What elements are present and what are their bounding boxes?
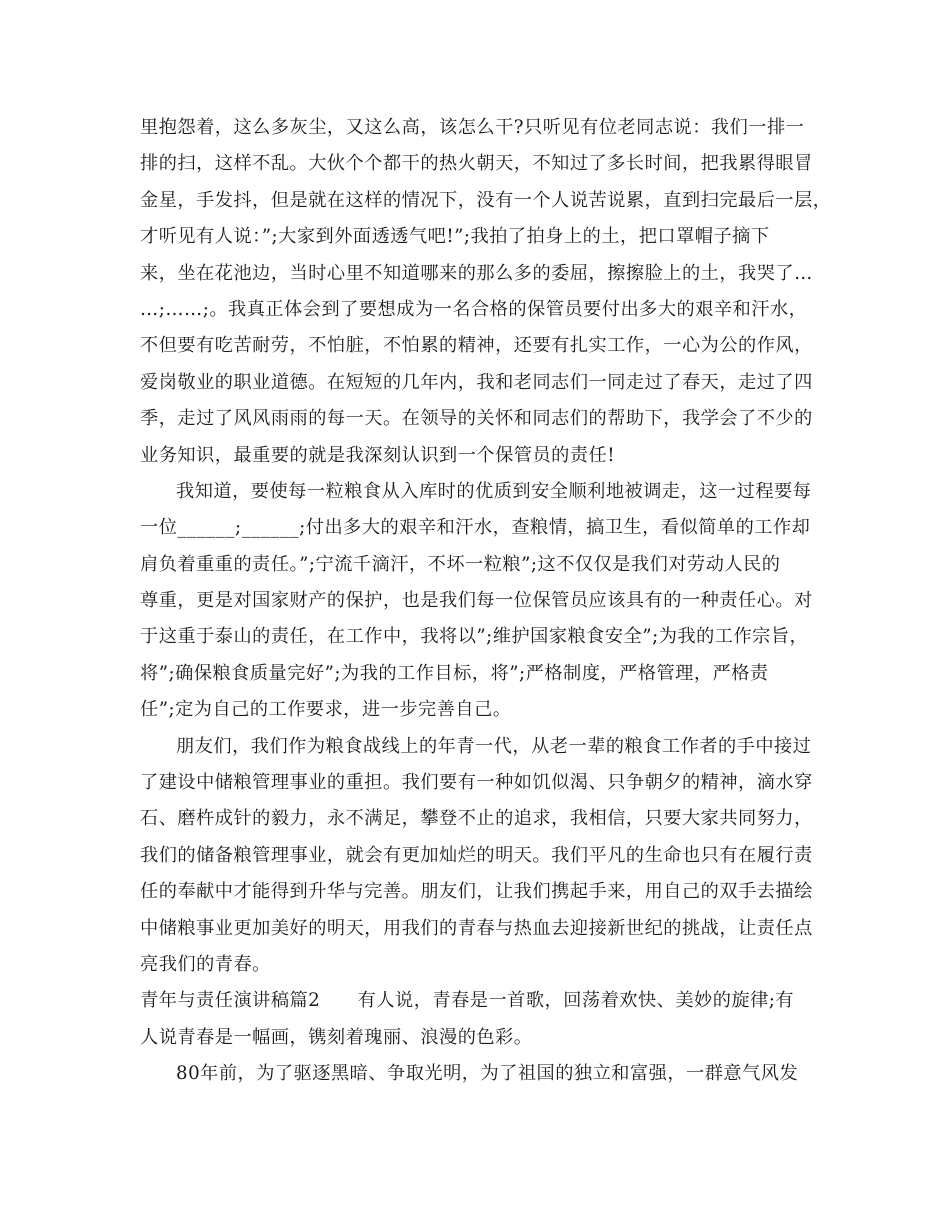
text-line: 于这重于泰山的责任，在工作中，我将以”;维护国家粮食安全”;为我的工作宗旨， <box>140 626 809 648</box>
text-line: 中储粮事业更加美好的明天，用我们的青春与热血去迎接新世纪的挑战，让责任点 <box>140 917 813 939</box>
text-line: 业务知识，最重要的就是我深刻认识到一个保管员的责任! <box>140 444 615 466</box>
text-line: …;……;。我真正体会到了要想成为一名合格的保管员要付出多大的艰辛和汗水， <box>140 298 808 320</box>
text-line: 排的扫，这样不乱。大伙个个都干的热火朝天，不知过了多长时间，把我累得眼冒 <box>140 153 813 175</box>
text-line: 我们的储备粮管理事业，就会有更加灿烂的明天。我们平凡的生命也只有在履行责 <box>140 844 813 866</box>
text-line: 爱岗敬业的职业道德。在短短的几年内，我和老同志们一同走过了春天，走过了四 <box>140 371 813 393</box>
text-line: 人说青春是一幅画，镌刻着瑰丽、浪漫的色彩。 <box>140 1026 533 1048</box>
text-line: 金星，手发抖，但是就在这样的情况下，没有一个人说苦说累，直到扫完最后一层， <box>140 189 832 211</box>
text-line: 石、磨杵成针的毅力，永不满足，攀登不止的追求，我相信，只要大家共同努力， <box>140 808 813 830</box>
text-line: 了建设中储粮管理事业的重担。我们要有一种如饥似渴、只争朝夕的精神，滴水穿 <box>140 772 813 794</box>
text-line: 朋友们，我们作为粮食战线上的年青一代，从老一辈的粮食工作者的手中接过 <box>176 735 812 757</box>
text-line: 一位______;______;付出多大的艰辛和汗水，查粮情，搞卫生，看似简单的工作却 <box>140 517 811 539</box>
text-line: 才听见有人说：”;大家到外面透透气吧!”;我拍了拍身上的土，把口罩帽子摘下 <box>140 226 770 248</box>
text-line: 将”;确保粮食质量完好”;为我的工作目标，将”;严格制度，严格管理，严格责 <box>140 662 769 684</box>
body-text <box>140 110 832 1093</box>
text-line: 来，坐在花池边，当时心里不知道哪来的那么多的委屈，擦擦脸上的土，我哭了… <box>140 262 813 284</box>
text-line: 不但要有吃苦耐劳，不怕脏，不怕累的精神，还要有扎实工作，一心为公的作风， <box>140 335 813 357</box>
text-line: 我知道，要使每一粒粮食从入库时的优质到安全顺利地被调走，这一过程要每 <box>176 480 812 502</box>
text-line: 里抱怨着，这么多灰尘，又这么高，该怎么干?只听见有位老同志说：我们一排一 <box>140 117 805 138</box>
text-line: 肩负着重重的责任。”;宁流千滴汗，不坏一粒粮”;这不仅仅是我们对劳动人民的 <box>140 553 781 575</box>
text-line: 季，走过了风风雨雨的每一天。在领导的关怀和同志们的帮助下，我学会了不少的 <box>140 408 813 430</box>
text-line: 任的奉献中才能得到升华与完善。朋友们，让我们携起手来，用自己的双手去描绘 <box>140 881 813 903</box>
text-line: 尊重，更是对国家财产的保护，也是我们每一位保管员应该具有的一种责任心。对 <box>140 590 813 612</box>
text-line: 80年前，为了驱逐黑暗、争取光明，为了祖国的独立和富强，一群意气风发 <box>176 1063 799 1085</box>
text-line: 青年与责任演讲稿篇2 有人说，青春是一首歌，回荡着欢快、美妙的旋律;有 <box>140 990 795 1012</box>
text-line: 亮我们的青春。 <box>140 953 271 975</box>
text-line: 任”;定为自己的工作要求，进一步完善自己。 <box>140 699 512 721</box>
